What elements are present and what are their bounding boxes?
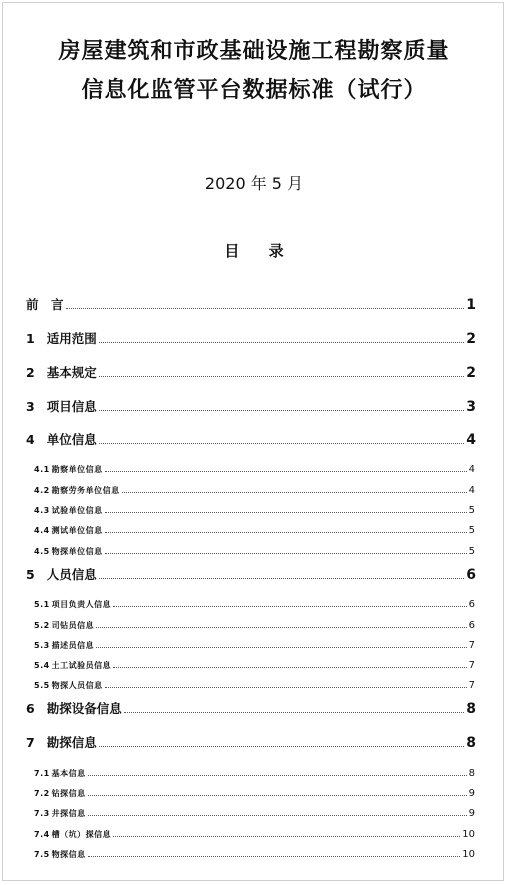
- toc-page-number: 9: [468, 788, 475, 799]
- toc-chapter-entry[interactable]: [0, 731, 508, 751]
- toc-dot-leader: [105, 512, 467, 513]
- toc-page-number: 7: [468, 680, 475, 691]
- toc-entry-text: 试验单位信息: [51, 506, 103, 515]
- toc-page-number: 4: [468, 464, 475, 475]
- toc-entry-text: 项目负责人信息: [51, 600, 112, 609]
- toc-dot-leader: [113, 606, 466, 607]
- toc-entry-text: 勘察劳务单位信息: [51, 486, 120, 495]
- toc-page-number: 5: [468, 546, 475, 557]
- toc-entry-text: 勘探信息: [46, 735, 97, 750]
- toc-chapter-entry[interactable]: [0, 361, 508, 381]
- toc-entry-number: 7: [26, 735, 35, 750]
- toc-dot-leader: [96, 647, 466, 648]
- toc-page-number: 8: [466, 735, 476, 751]
- toc-dot-leader: [88, 795, 467, 796]
- toc-entry-text: 描述员信息: [51, 641, 95, 650]
- toc-entry-number: 7.3: [34, 809, 50, 818]
- toc-section-entry[interactable]: [0, 611, 508, 631]
- toc-section-entry[interactable]: [0, 590, 508, 610]
- toc-entry-label: [26, 397, 97, 415]
- toc-dot-leader: [88, 856, 461, 857]
- toc-entry-label: [34, 599, 111, 610]
- toc-page-number: 3: [466, 399, 476, 415]
- document-title-line-2: 信息化监管平台数据标准（试行）: [81, 78, 427, 103]
- toc-entry-number: 4.5: [34, 547, 50, 556]
- toc-page-number: 6: [468, 599, 475, 610]
- toc-entry-text: 物探单位信息: [51, 547, 103, 556]
- toc-dot-leader: [122, 492, 467, 493]
- toc-section-entry[interactable]: [0, 455, 508, 475]
- toc-section-entry[interactable]: [0, 651, 508, 671]
- toc-entry-text: 钻探信息: [51, 789, 86, 798]
- toc-page-number: 2: [466, 365, 476, 381]
- toc-entry-text: 物探人员信息: [51, 681, 103, 690]
- toc-entry-text: 土工试验员信息: [51, 661, 112, 670]
- toc-entry-text: 基本信息: [51, 769, 86, 778]
- toc-entry-text: 井探信息: [51, 809, 86, 818]
- toc-entry-number: 4.3: [34, 506, 50, 515]
- toc-entry-text: 勘察单位信息: [51, 465, 103, 474]
- toc-dot-leader: [113, 667, 466, 668]
- toc-page-number: 8: [466, 701, 476, 717]
- toc-entry-label: [34, 640, 94, 651]
- toc-dot-leader: [96, 627, 466, 628]
- toc-entry-text: 测试单位信息: [51, 526, 103, 535]
- toc-entry-label: [34, 660, 111, 671]
- toc-entry-number: 5.2: [34, 621, 50, 630]
- toc-entry-number: 1: [26, 331, 35, 346]
- toc-dot-leader: [99, 410, 465, 411]
- toc-entry-number: 5.1: [34, 600, 50, 609]
- toc-entry-number: 5.5: [34, 681, 50, 690]
- toc-entry-number: 4.4: [34, 526, 50, 535]
- toc-dot-leader: [105, 687, 467, 688]
- toc-page-number: 7: [468, 640, 475, 651]
- toc-section-entry[interactable]: [0, 799, 508, 819]
- toc-entry-label: [26, 329, 97, 347]
- toc-dot-leader: [88, 775, 467, 776]
- toc-entry-text: 物探信息: [51, 850, 86, 859]
- toc-entry-label: 前 言: [26, 297, 64, 312]
- toc-entry-label: [26, 565, 97, 583]
- toc-entry-label: [34, 680, 103, 691]
- toc-dot-leader: [99, 376, 465, 377]
- toc-dot-leader: [66, 308, 465, 309]
- toc-entry-label: [34, 829, 111, 840]
- toc-entry-number: 5: [26, 567, 35, 582]
- toc-entry-text: 司钻员信息: [51, 621, 95, 630]
- toc-dot-leader: [99, 342, 465, 343]
- toc-entry-number: 5.3: [34, 641, 50, 650]
- toc-entry-text: 项目信息: [46, 399, 97, 414]
- toc-entry-label: [34, 849, 86, 860]
- toc-entry-number: 3: [26, 399, 35, 414]
- toc-chapter-entry[interactable]: [0, 327, 508, 347]
- toc-chapter-entry[interactable]: [0, 563, 508, 583]
- toc-page-number: 4: [468, 485, 475, 496]
- toc-section-entry[interactable]: [0, 476, 508, 496]
- toc-dot-leader: [105, 471, 467, 472]
- toc-dot-leader: [99, 443, 465, 444]
- toc-entry-text: 槽（坑）探信息: [51, 830, 112, 839]
- toc-page-number: 5: [468, 505, 475, 516]
- toc-entry-label: [34, 768, 86, 779]
- toc-section-entry[interactable]: [0, 671, 508, 691]
- toc-entry-label: [34, 620, 94, 631]
- toc-section-entry[interactable]: [0, 840, 508, 860]
- toc-dot-leader: [105, 553, 467, 554]
- toc-entry-text: 人员信息: [46, 567, 97, 582]
- toc-chapter-entry[interactable]: [0, 293, 508, 313]
- toc-dot-leader: [105, 532, 467, 533]
- toc-entry-number: 4: [26, 432, 35, 447]
- toc-entry-label: [34, 525, 103, 536]
- toc-page-number: 10: [462, 849, 475, 860]
- toc-entry-label: [26, 733, 97, 751]
- publication-date: 2020 年 5 月: [204, 174, 304, 193]
- toc-page-number: 2: [466, 331, 476, 347]
- toc-dot-leader: [88, 815, 467, 816]
- toc-entry-text: 基本规定: [46, 365, 97, 380]
- toc-chapter-entry[interactable]: [0, 428, 508, 448]
- toc-chapter-entry[interactable]: [0, 697, 508, 717]
- toc-entry-number: 5.4: [34, 661, 50, 670]
- toc-page-number: 1: [466, 297, 476, 313]
- toc-page-number: 7: [468, 660, 475, 671]
- toc-section-entry[interactable]: [0, 537, 508, 557]
- toc-entry-number: 6: [26, 701, 35, 716]
- toc-entry-number: 7.2: [34, 789, 50, 798]
- toc-page-number: 8: [468, 768, 475, 779]
- toc-section-entry[interactable]: [0, 779, 508, 799]
- toc-entry-label: [34, 505, 103, 516]
- toc-entry-label: [26, 430, 97, 448]
- toc-entry-text: 单位信息: [46, 432, 97, 447]
- toc-dot-leader: [124, 712, 465, 713]
- toc-page-number: 9: [468, 808, 475, 819]
- toc-chapter-entry[interactable]: [0, 395, 508, 415]
- toc-dot-leader: [99, 578, 465, 579]
- toc-heading: 目 录: [224, 242, 296, 260]
- toc-dot-leader: [99, 746, 465, 747]
- toc-dot-leader: [113, 836, 460, 837]
- toc-entry-number: 7.1: [34, 769, 50, 778]
- toc-entry-number: 2: [26, 365, 35, 380]
- toc-entry-number: 4.1: [34, 465, 50, 474]
- toc-entry-text: 勘探设备信息: [46, 701, 122, 716]
- toc-entry-number: 4.2: [34, 486, 50, 495]
- toc-entry-label: [34, 546, 103, 557]
- toc-page-number: 6: [466, 567, 476, 583]
- toc-entry-label: [34, 808, 86, 819]
- toc-entry-label: [34, 485, 120, 496]
- toc-section-entry[interactable]: [0, 820, 508, 840]
- toc-entry-label: [26, 699, 122, 717]
- toc-entry-number: 7.5: [34, 850, 50, 859]
- toc-section-entry[interactable]: [0, 631, 508, 651]
- toc-page-number: 4: [466, 432, 476, 448]
- toc-page-number: 10: [462, 829, 475, 840]
- toc-entry-label: [26, 363, 97, 381]
- toc-entry-label: [34, 788, 86, 799]
- toc-section-entry[interactable]: [0, 516, 508, 536]
- toc-page-number: 5: [468, 525, 475, 536]
- toc-page-number: 6: [468, 620, 475, 631]
- toc-entry-label: [34, 464, 103, 475]
- toc-section-entry[interactable]: [0, 759, 508, 779]
- toc-entry-text: 适用范围: [46, 331, 97, 346]
- toc-entry-number: 7.4: [34, 830, 50, 839]
- toc-section-entry[interactable]: [0, 496, 508, 516]
- document-title-line-1: 房屋建筑和市政基础设施工程勘察质量: [58, 39, 450, 64]
